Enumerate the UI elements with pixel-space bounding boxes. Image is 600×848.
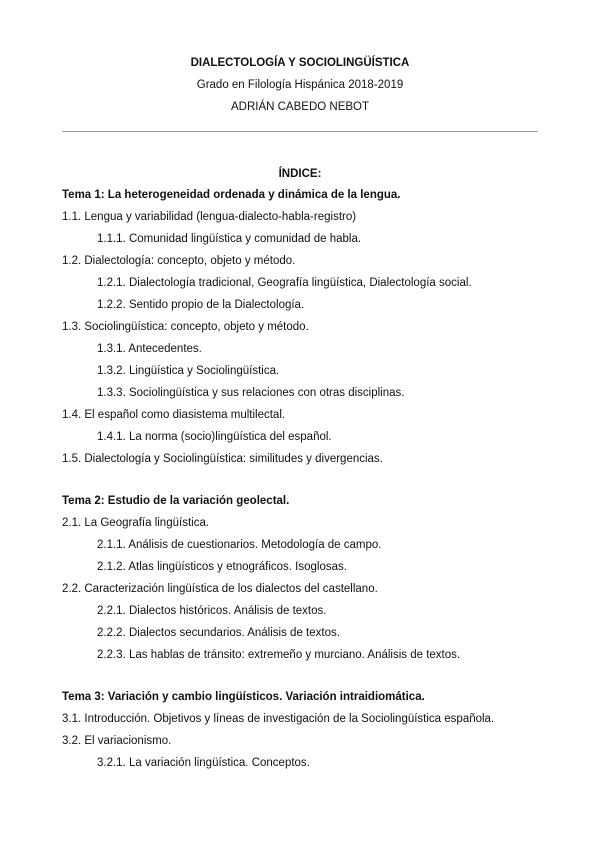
toc-entry: 1.4. El español como diasistema multilectal. <box>62 409 286 421</box>
header-divider <box>62 131 538 132</box>
section-gap <box>62 670 560 690</box>
toc-subentry: 1.3.2. Lingüística y Sociolingüística. <box>97 365 280 377</box>
toc-subentry: 2.2.3. Las hablas de tránsito: extremeño y murciano. Análisis de textos. <box>97 649 461 661</box>
tema-heading: Tema 2: Estudio de la variación geolectal. <box>62 495 290 507</box>
tema-heading: Tema 1: La heterogeneidad ordenada y dinámica de la lengua. <box>62 189 401 201</box>
toc-subentry: 2.1.1. Análisis de cuestionarios. Metodología de campo. <box>97 539 382 551</box>
toc-subentry: 1.3.1. Antecedentes. <box>97 343 202 355</box>
toc-subentry: 1.2.2. Sentido propio de la Dialectología. <box>97 299 305 311</box>
course-line: Grado en Filología Hispánica 2018-2019 <box>196 79 404 91</box>
document-header <box>0 56 600 115</box>
toc-entry: 1.3. Sociolingüística: concepto, objeto y método. <box>62 321 309 333</box>
toc-entry: 1.1. Lengua y variabilidad (lengua-dialecto-habla-registro) <box>62 211 357 223</box>
index-title: ÍNDICE: <box>278 168 322 180</box>
toc-entry: 2.2. Caracterización lingüística de los dialectos del castellano. <box>62 583 378 595</box>
toc-subentry: 1.4.1. La norma (socio)lingüística del español. <box>97 431 332 443</box>
table-of-contents <box>62 188 560 778</box>
author-line: ADRIÁN CABEDO NEBOT <box>230 101 370 113</box>
toc-subentry: 2.1.2. Atlas lingüísticos y etnográficos. Isoglosas. <box>97 561 347 573</box>
toc-entry: 1.5. Dialectología y Sociolingüística: similitudes y divergencias. <box>62 453 383 465</box>
section-gap <box>62 474 560 494</box>
toc-entry: 3.2. El variacionismo. <box>62 735 172 747</box>
toc-entry: 1.2. Dialectología: concepto, objeto y método. <box>62 255 296 267</box>
toc-subentry: 1.1.1. Comunidad lingüística y comunidad de habla. <box>97 233 362 245</box>
document-title: DIALECTOLOGÍA Y SOCIOLINGÜÍSTICA <box>190 57 410 69</box>
toc-subentry: 1.3.3. Sociolingüística y sus relaciones con otras disciplinas. <box>97 387 405 399</box>
toc-subentry: 1.2.1. Dialectología tradicional, Geografía lingüística, Dialectología social. <box>97 277 472 289</box>
toc-subentry: 3.2.1. La variación lingüística. Conceptos. <box>97 757 310 769</box>
toc-subentry: 2.2.2. Dialectos secundarios. Análisis de textos. <box>97 627 340 639</box>
tema-heading: Tema 3: Variación y cambio lingüísticos. Variación intraidiomática. <box>62 691 425 703</box>
toc-entry: 2.1. La Geografía lingüística. <box>62 517 210 529</box>
toc-subentry: 2.2.1. Dialectos históricos. Análisis de textos. <box>97 605 327 617</box>
toc-entry: 3.1. Introducción. Objetivos y líneas de investigación de la Sociolingüística española. <box>62 713 495 725</box>
